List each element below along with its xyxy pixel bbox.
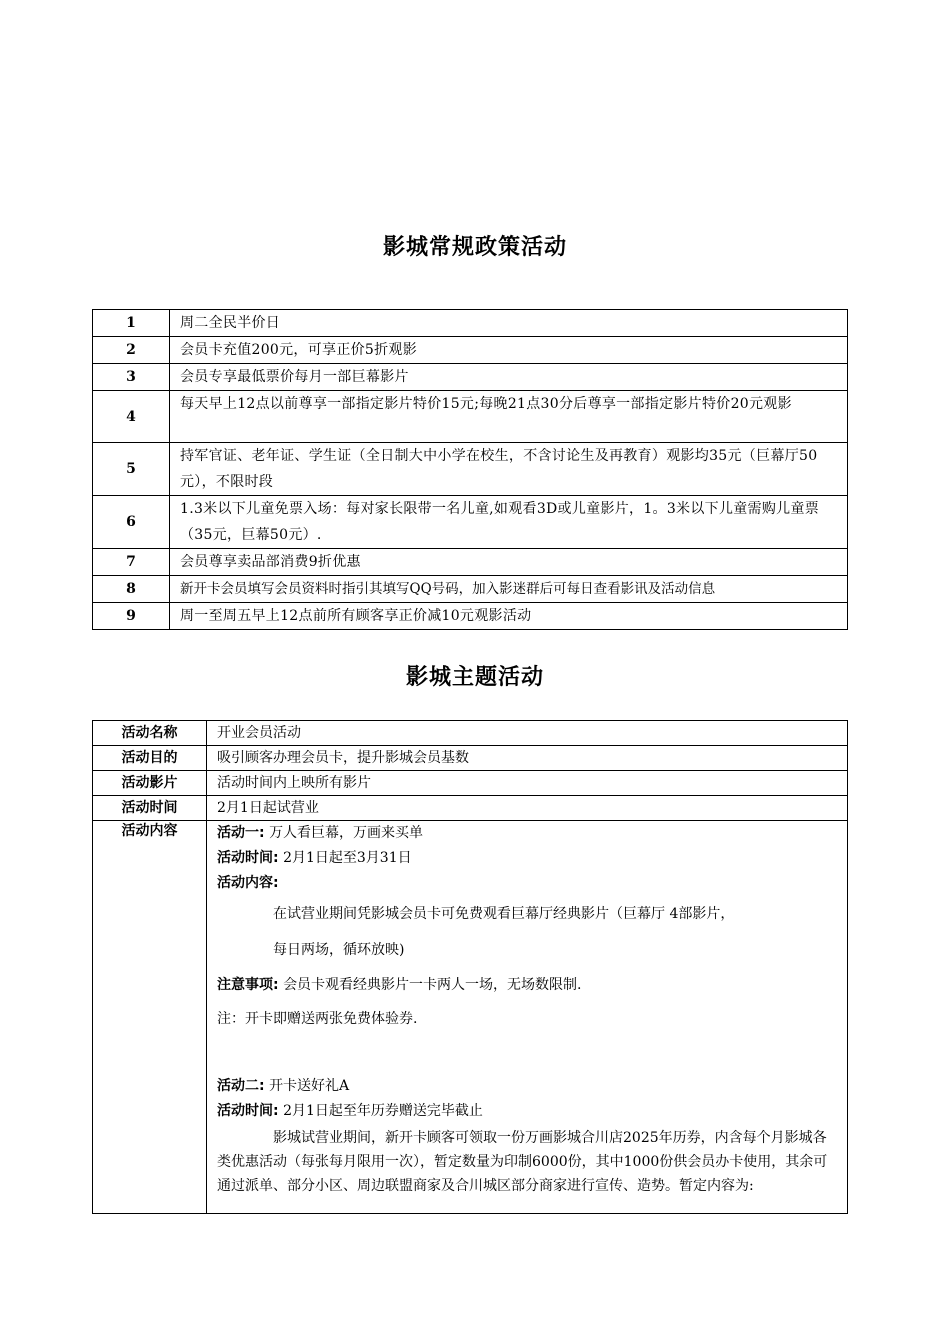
policy-row [93, 603, 848, 630]
row-text: 新开卡会员填写会员资料时指引其填写QQ号码，加入影迷群后可每日查看影讯及活动信息 [170, 576, 848, 603]
row-number: 7 [93, 549, 170, 576]
theme-row-film [93, 771, 848, 796]
activity-one-time-label: 活动时间: [217, 850, 279, 866]
row-text: 会员专享最低票价每月一部巨幕影片 [170, 364, 848, 391]
label-purpose: 活动目的 [93, 746, 207, 771]
row-number: 2 [93, 337, 170, 364]
theme-title: 影城主题活动 [405, 665, 544, 690]
activity-two-detail: 影城试营业期间，新开卡顾客可领取一份万画影城合川店2025年历券，内含每个月影城各类优惠活动（每张每月限用一次），暂定数量为印制6000份，其中1000份供会员办卡使用，其余可通过派单、部分小区、周边联盟商家及合川城区部分商家进行宣传、造势。暂定内容为: [217, 1130, 828, 1194]
row-text: 1.3米以下儿童免票入场：每对家长限带一名儿童,如观看3D或儿童影片，1。3米以下儿童需购儿童票（35元，巨幕50元）. [170, 496, 848, 549]
activity-one-time [217, 846, 839, 871]
row-number: 1 [93, 310, 170, 337]
value-time: 2月1日起试营业 [207, 796, 848, 821]
activity-one [217, 821, 839, 846]
activity-two-value: 开卡送好礼A [269, 1078, 350, 1094]
activity-two-time-value: 2月1日起至年历券赠送完毕截止 [283, 1103, 483, 1119]
policy-row [93, 391, 848, 443]
label-time: 活动时间 [93, 796, 207, 821]
row-number: 5 [93, 443, 170, 496]
row-number: 6 [93, 496, 170, 549]
row-text: 持军官证、老年证、学生证（全日制大中小学在校生，不含讨论生及再教育）观影均35元（巨幕厅50元），不限时段 [170, 443, 848, 496]
value-content [207, 821, 848, 1214]
note-label: 注意事项: [217, 977, 279, 993]
row-number: 4 [93, 391, 170, 443]
policy-row [93, 443, 848, 496]
label-content: 活动内容 [93, 821, 207, 1214]
policy-row [93, 576, 848, 603]
activity-one-label: 活动一: [217, 825, 265, 841]
row-text: 会员卡充值200元，可享正价5折观影 [170, 337, 848, 364]
theme-row-time [93, 796, 848, 821]
activity-two [217, 1074, 839, 1099]
activity-one-content [217, 871, 839, 896]
theme-row-content [93, 821, 848, 1214]
activity-two-time [217, 1099, 839, 1124]
label-name: 活动名称 [93, 721, 207, 746]
policy-title: 影城常规政策活动 [382, 235, 567, 260]
value-film: 活动时间内上映所有影片 [207, 771, 848, 796]
activity-one-value: 万人看巨幕，万画来买单 [269, 825, 424, 841]
value-purpose: 吸引顾客办理会员卡，提升影城会员基数 [207, 746, 848, 771]
policy-row [93, 364, 848, 391]
theme-row-purpose [93, 746, 848, 771]
policy-row [93, 310, 848, 337]
policy-row [93, 496, 848, 549]
activity-one-time-value: 2月1日起至3月31日 [283, 850, 412, 866]
theme-table [92, 720, 848, 1214]
policy-table [92, 309, 848, 630]
row-text: 周一至周五早上12点前所有顾客享正价减10元观影活动 [170, 603, 848, 630]
row-number: 3 [93, 364, 170, 391]
row-text: 每天早上12点以前尊享一部指定影片特价15元;每晚21点30分后尊享一部指定影片特价20元观影 [170, 391, 848, 443]
activity-one-content-label: 活动内容: [217, 875, 279, 891]
row-number: 9 [93, 603, 170, 630]
row-number: 8 [93, 576, 170, 603]
row-text: 会员尊享卖品部消费9折优惠 [170, 549, 848, 576]
label-film: 活动影片 [93, 771, 207, 796]
activity-two-time-label: 活动时间: [217, 1103, 279, 1119]
activity-two-label: 活动二: [217, 1078, 265, 1094]
theme-row-name [93, 721, 848, 746]
note [217, 968, 839, 1002]
row-text: 周二全民半价日 [170, 310, 848, 337]
value-name: 开业会员活动 [207, 721, 848, 746]
activity-one-detail-2: 每日两场，循环放映) [273, 942, 405, 958]
remark: 注：开卡即赠送两张免费体验券. [217, 1011, 418, 1027]
note-value: 会员卡观看经典影片一卡两人一场，无场数限制. [283, 977, 582, 993]
activity-one-detail-1: 在试营业期间凭影城会员卡可免费观看巨幕厅经典影片（巨幕厅 4部影片， [273, 906, 735, 922]
policy-row [93, 549, 848, 576]
policy-row [93, 337, 848, 364]
